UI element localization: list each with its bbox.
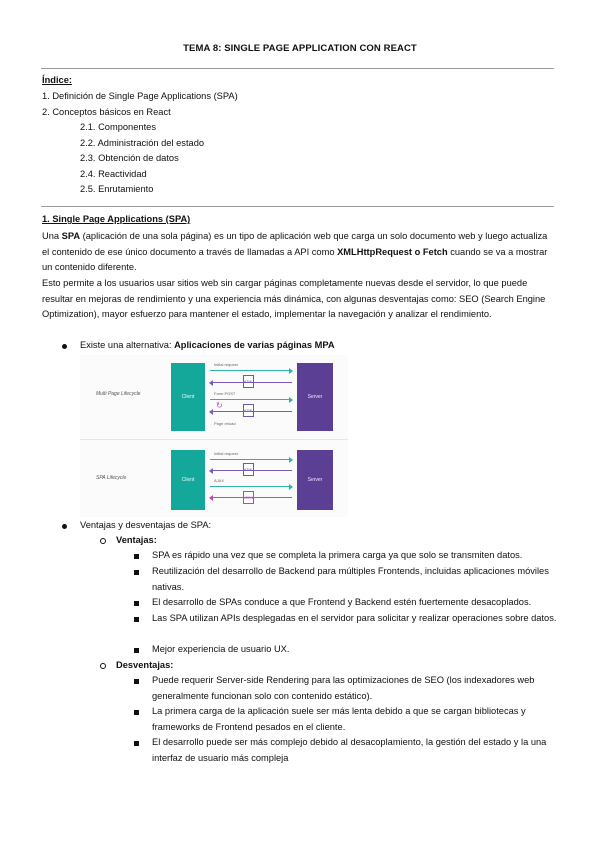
circle-bullet-icon — [100, 538, 106, 544]
arrow-right — [210, 486, 292, 487]
circle-bullet-icon — [100, 663, 106, 669]
html-doc-icon: HTML — [243, 375, 254, 388]
index-subitem: 2.1. Componentes — [80, 122, 156, 132]
diagram-divider — [80, 439, 348, 440]
arrow-right — [210, 399, 292, 400]
square-bullet-icon — [134, 679, 139, 684]
desventajas-label: Desventajas: — [116, 660, 174, 670]
arrow-left — [210, 497, 292, 498]
json-doc-icon: JSON — [243, 491, 254, 504]
arrow-label: Page reload — [214, 421, 236, 426]
index-subitem: 2.4. Reactividad — [80, 169, 147, 179]
index-heading: Índice: — [42, 75, 72, 85]
index-item: 1. Definición de Single Page Applications (SPA) — [42, 91, 238, 101]
arrow-left — [210, 382, 292, 383]
square-bullet-icon — [134, 570, 139, 575]
arrow-right — [210, 370, 292, 371]
ventaja-item: SPA es rápido una vez que se completa la primera carga ya que solo se transmiten datos. — [152, 550, 523, 560]
term-xmlhttprequest: XMLHttpRequest o Fetch — [337, 246, 448, 257]
page-title: TEMA 8: SINGLE PAGE APPLICATION CON REACT — [183, 43, 417, 54]
desventaja-item: La primera carga de la aplicación suele ser más lenta debido a que se cargan bibliotecas y frameworks de Frontend pesados en el cliente. — [152, 706, 526, 732]
ventajas-label: Ventajas: — [116, 535, 157, 545]
index-subitem: 2.2. Administración del estado — [80, 138, 205, 148]
paragraph-spa-benefits: Esto permite a los usuarios usar sitios web sin cargar páginas completamente nuevas desde el servidor, lo que puede resultar en mejoras de rendimiento y una experiencia más dinámica, con algunas desventajas como: SEO (Search Engine Optimization), mayor esfuerzo para mantener el estado, implementar la navegación y analizar el rendimiento. — [42, 278, 546, 320]
diagram-label-mpa: Multi Page Lifecycle — [96, 391, 141, 397]
ventaja-item: Mejor experiencia de usuario UX. — [152, 644, 290, 654]
bullet-icon — [62, 344, 67, 349]
index-subitem: 2.5. Enrutamiento — [80, 184, 154, 194]
index-subitem: 2.3. Obtención de datos — [80, 153, 179, 163]
term-spa: SPA — [61, 231, 81, 241]
square-bullet-icon — [134, 710, 139, 715]
html-doc-icon: HTML — [243, 463, 254, 476]
arrow-left — [210, 411, 292, 412]
index-item: 2. Conceptos básicos en React — [42, 107, 171, 117]
reload-icon: ↻ — [216, 401, 223, 410]
section-heading: 1. Single Page Applications (SPA) — [42, 214, 191, 224]
square-bullet-icon — [134, 554, 139, 559]
square-bullet-icon — [134, 648, 139, 653]
client-box: Client — [171, 450, 205, 510]
ventaja-item: El desarrollo de SPAs conduce a que Frontend y Backend estén fuertemente desacoplados. — [152, 597, 532, 607]
arrow-label: Initial request — [214, 362, 238, 367]
client-box: Client — [171, 363, 205, 431]
html-doc-icon: HTML — [243, 404, 254, 417]
arrow-label: AJAX — [214, 478, 225, 483]
divider — [41, 206, 554, 207]
square-bullet-icon — [134, 741, 139, 746]
arrow-left — [210, 470, 292, 471]
square-bullet-icon — [134, 601, 139, 606]
ventaja-item: Las SPA utilizan APIs desplegadas en el servidor para solicitar y realizar operaciones sobre datos. — [152, 613, 557, 623]
ventaja-item: Reutilización del desarrollo de Backend para múltiples Frontends, incluidas aplicaciones móviles nativas. — [152, 566, 549, 592]
arrow-label: Initial request — [214, 451, 238, 456]
server-box: Server — [297, 450, 333, 510]
spa-vs-mpa-diagram — [80, 355, 348, 517]
divider — [41, 68, 554, 69]
server-box: Server — [297, 363, 333, 431]
arrow-right — [210, 459, 292, 460]
arrow-label: Form POST — [214, 391, 236, 396]
bullet-icon — [62, 524, 67, 529]
square-bullet-icon — [134, 617, 139, 622]
bullet-pros-cons: Ventajas y desventajas de SPA: — [80, 520, 212, 530]
diagram-label-spa: SPA Lifecycle — [96, 475, 127, 481]
paragraph-spa-definition: Una SPA (aplicación de una sola página) es un tipo de aplicación web que carga un solo documento web y luego actualiza el contenido de ese único documento a través de llamadas a API como XMLHttpRequest o Fetch cuando se va a mostrar un contenido diferente. — [42, 231, 548, 273]
desventaja-item: El desarrollo puede ser más complejo debido al desacoplamiento, la gestión del estado y la una interfaz de usuario más compleja — [152, 737, 547, 763]
desventaja-item: Puede requerir Server-side Rendering para las optimizaciones de SEO (los indexadores web generalmente funcionan solo con contenido estático). — [152, 675, 535, 701]
bullet-alternative: Existe una alternativa: Aplicaciones de varias páginas MPA — [80, 340, 335, 350]
